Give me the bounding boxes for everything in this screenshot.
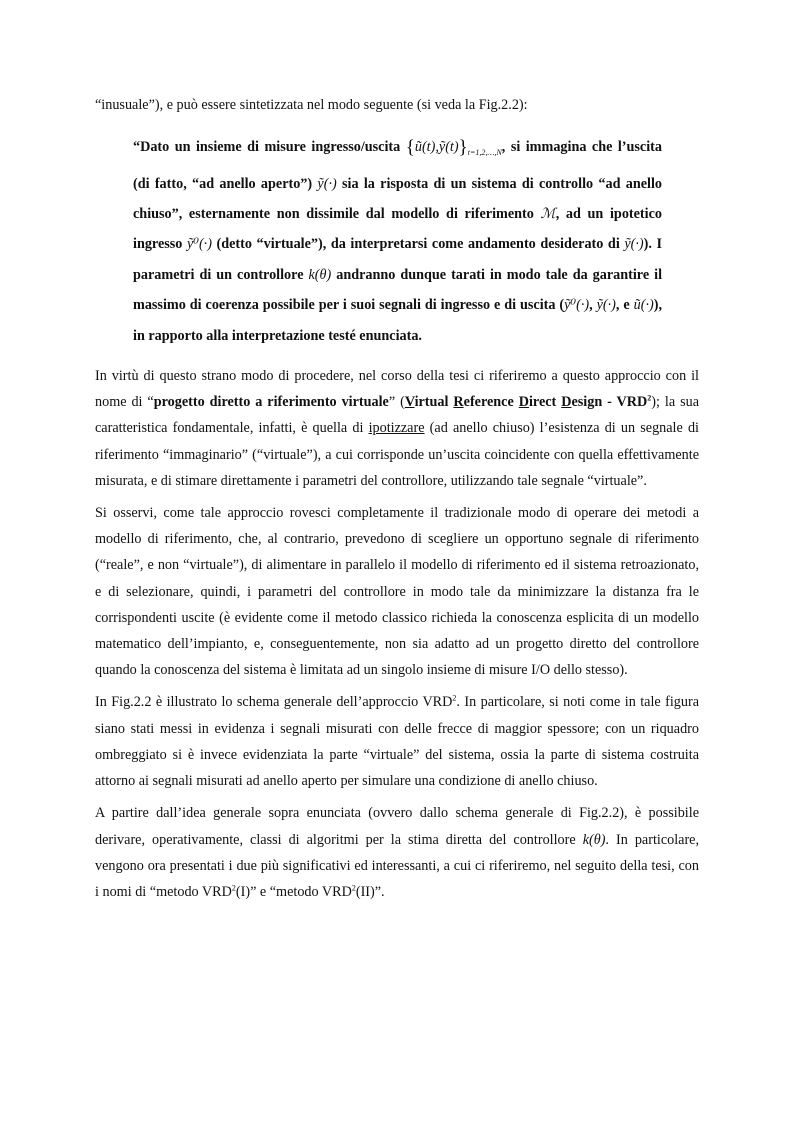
p3-superscript: 2: [452, 693, 457, 703]
model-symbol: ℳ: [540, 206, 556, 223]
quote-text-4: , ad un ipotetico ingresso: [133, 206, 662, 253]
acronym-word-3: irect: [528, 394, 562, 411]
math-y-dot-3: ỹ(·): [596, 297, 616, 314]
p1-text-b: ” (: [388, 394, 405, 411]
p4-text-c: (I)” e “metodo VRD: [235, 883, 352, 900]
underlined-word: ipotizzare: [368, 420, 425, 437]
acronym-word-2: eference: [463, 394, 519, 411]
opening-line: “inusuale”), e può essere sintetizzata nel modo seguente (si veda la Fig.2.2):: [95, 97, 528, 113]
p1-text-d: (ad anello chiuso) l’esistenza di un segnale di riferimento “immaginario” (“virtuale”), a cui corrisponde un’uscita coincidente con quella effettivamente misurata, e di stimare direttamente i parametri del controllore, utilizzando tale segnale “virtuale”.: [95, 420, 699, 489]
paragraph-2: Si osservi, come tale approccio rovesci completamente il tradizionale modo di operare dei metodi a modello di riferimento, che, al contrario, prevedono di scegliere un opportuno segnale di riferimento (“reale”, e non “virtuale”), di alimentare in parallelo il modello di riferimento ed il sistema retroazionato, e di selezionare, quindi, i parametri del controllore in modo tale da minimizzare la distanza fra le corrispondenti uscite (è evidente come il metodo classico richieda la conoscenza esplicita di un modello matematico dell’impianto, e, conseguentemente, non sia adatto ad un progetto diretto del controllore quando la conoscenza del sistema è limitata ad un singolo insieme di misure I/O dello stesso).: [95, 505, 699, 679]
quote-text-2: , si immagina che l’uscita (di fatto, “ad anello aperto”): [133, 139, 662, 192]
method-name: progetto diretto a riferimento virtuale: [153, 394, 389, 411]
controller-symbol-2: k(θ): [582, 831, 606, 848]
paragraph-1: [95, 363, 699, 494]
math-y-t: ỹ(t): [438, 139, 459, 156]
quote-text-3: sia la risposta di un sistema di controllo “ad anello chiuso”, esternamente non dissimile dal modello di riferimento: [133, 175, 662, 223]
quote-text-8: ), in rapporto alla interpretazione testé enunciata.: [133, 297, 662, 344]
definition-quote: [133, 132, 662, 351]
p3-text-a: In Fig.2.2 è illustrato lo schema generale dell’approccio VRD: [95, 694, 453, 711]
acronym-superscript: 2: [647, 393, 652, 403]
p4-superscript-a: 2: [231, 883, 236, 893]
quote-text-1: “Dato un insieme di misure ingresso/uscita: [133, 139, 401, 156]
quote-text-6: ). I parametri di un controllore: [133, 236, 662, 283]
acronym-letter-d1: D: [518, 394, 529, 411]
quote-text-7: andranno dunque tarati in modo tale da garantire il massimo di coerenza possibile per i suoi segnali di ingresso e di uscita (: [133, 266, 663, 314]
math-u-t: ũ(t): [414, 139, 436, 156]
io-measure-set: $\{ũ(t),ỹ(t)\}_{t=1,2,\dots,N}$: [405, 137, 502, 159]
paragraph-4: [95, 800, 699, 905]
p4-text-d: (II)”.: [355, 883, 385, 900]
quote-e-word: , e: [615, 297, 630, 314]
document-page: [95, 92, 699, 905]
acronym-letter-r: R: [453, 394, 464, 411]
math-y-dot: ỹ(·): [317, 175, 337, 192]
acronym-word-1: irtual: [414, 394, 454, 411]
set-index: t=1,2,…,N: [467, 148, 502, 158]
controller-symbol: k(θ): [308, 266, 332, 283]
p4-superscript-b: 2: [351, 883, 356, 893]
quote-comma: ,: [589, 297, 593, 314]
math-y-dot-2: ỹ(·): [624, 236, 644, 253]
math-y0-dot: ỹ⁰(·): [186, 236, 212, 253]
p1-text-c: ); la sua caratteristica fondamentale, infatti, è quella di: [95, 394, 699, 437]
acronym-letter-v: V: [404, 394, 415, 411]
p3-text-b: . In particolare, si noti come in tale figura siano stati messi in evidenza i segnali misurati con delle frecce di maggior spessore; con un riquadro ombreggiato si è invece evidenziata la parte “virtuale” del sistema, ossia la parte di sistema costruita attorno ai segnali misurati ad anello aperto per simulare una condizione di anello chiuso.: [95, 694, 699, 790]
p4-text-b: . In particolare, vengono ora presentati i due più significativi ed interessanti, a cui ci riferiremo, nel seguito della tesi, con i nomi di “metodo VRD: [95, 831, 700, 900]
acronym-letter-d2: D: [561, 394, 572, 411]
acronym-word-4: esign - VRD: [571, 394, 648, 411]
quote-text-5: (detto “virtuale”), da interpretarsi come andamento desiderato di: [216, 236, 620, 253]
paragraph-3: [95, 689, 699, 794]
p1-text-a: In virtù di questo strano modo di procedere, nel corso della tesi ci riferiremo a questo approccio con il nome di “: [95, 368, 699, 411]
p4-text-a: A partire dall’idea generale sopra enunciata (ovvero dallo schema generale di Fig.2.2), è possibile derivare, operativamente, classi di algoritmi per la stima diretta del controllore: [95, 805, 699, 848]
math-u-dot: ũ(·): [633, 297, 654, 314]
math-y0-dot-2: ỹ⁰(·): [564, 297, 590, 314]
acronym-expansion: [405, 394, 651, 410]
